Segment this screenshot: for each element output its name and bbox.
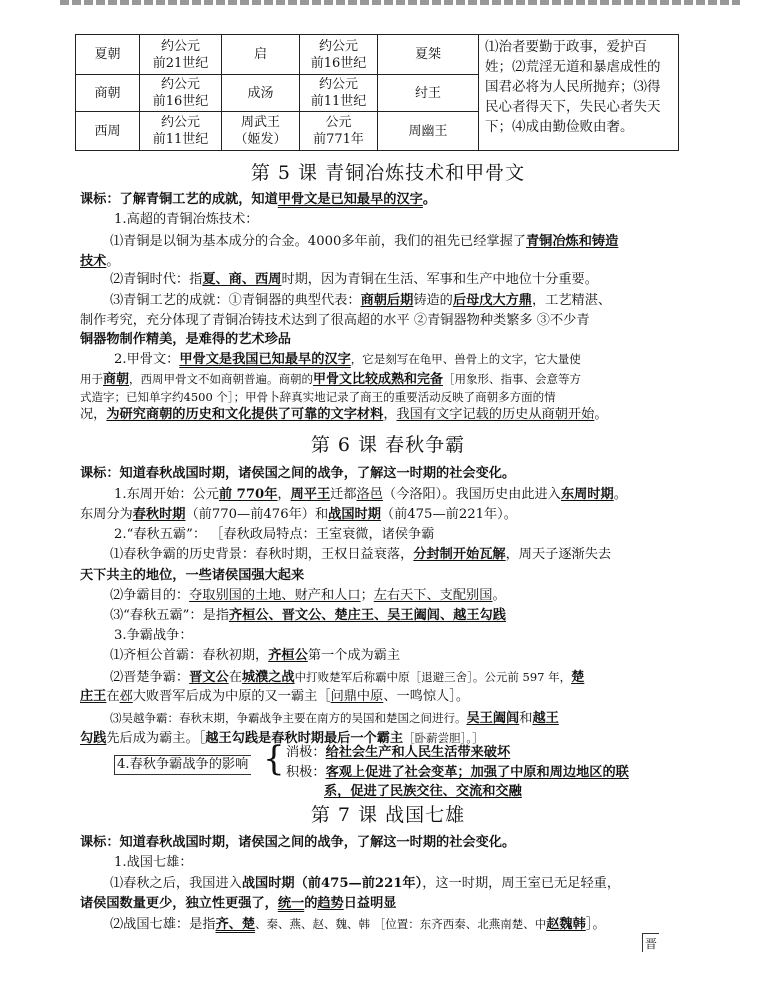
paragraph-line: ⑵晋楚争霸：晋文公在城濮之战中打败楚军后称霸中原［退避三舍］。公元前 597 年，楚 (110, 670, 585, 685)
table-row (76, 35, 679, 75)
paragraph-line: ⑴春秋争霸的历史背景：春秋时期，王权日益衰落，分封制开始瓦解，周天子逐渐失去 (110, 547, 612, 562)
paragraph-line: 式造字；已知单字约4500 个］；甲骨卜辞真实地记录了商王的重要活动反映了商朝多方面的情 (80, 390, 556, 404)
paragraph-line: ⑴青铜是以铜为基本成分的合金。4000多年前，我们的祖先已经掌握了青铜冶炼和铸造 (110, 234, 619, 249)
paragraph-line: ⑴齐桓公首霸：春秋初期，齐桓公第一个成为霸主 (110, 648, 401, 663)
lessons-note-cell: ⑴治者要勤于政事，爱护百 姓；⑵荒淫无道和暴虐成性的 国君必将为人民所抛弃；⑶得 民心者得天下，失民心者失天 下；⑷成由勤俭败由奢。 (479, 35, 679, 151)
section-heading: 1.高超的青铜冶炼技术： (114, 212, 259, 227)
table-cell: 西周 (76, 112, 140, 151)
paragraph-line: ⑶青铜工艺的成就：①青铜器的典型代表：商朝后期铸造的后母戊大方鼎，工艺精湛、 (110, 293, 612, 308)
table-cell: 约公元 前16世纪 (300, 35, 378, 75)
paragraph-line: 况，为研究商朝的历史和文化提供了可靠的文字材料，我国有文字记载的历史从商朝开始。 (80, 407, 608, 422)
table-cell: 约公元 前16世纪 (140, 75, 222, 112)
table-cell: 启 (222, 35, 300, 75)
paragraph-line: ⑶吴越争霸：春秋末期，争霸战争主要在南方的吴国和楚国之间进行。吴王阖闾和越王 (110, 711, 559, 726)
paragraph-line: ⑵青铜时代：指夏、商、西周时期，因为青铜在生活、军事和生产中地位十分重要。 (110, 272, 598, 287)
table-cell: 周武王 （姬发） (222, 112, 300, 151)
table-cell: 公元 前771年 (300, 112, 378, 151)
dynasty-table (75, 34, 679, 151)
brace-icon: { (263, 739, 285, 779)
lesson-7-title: 第 7 课 战国七雄 (310, 804, 466, 826)
paragraph-line: 技术。 (80, 254, 120, 269)
impact-negative: 消极：给社会生产和人民生活带来破坏 (286, 745, 511, 760)
paragraph-line: 2.甲骨文：甲骨文是我国已知最早的汉字，它是刻写在龟甲、兽骨上的文字，它大量使 (114, 352, 581, 367)
paragraph-line: 1.东周开始：公元前 770年，周平王迁都洛邑（今洛阳）。我国历史由此进入东周时期。 (114, 487, 627, 502)
section-heading: 2.“春秋五霸”： ［春秋政局特点：王室衰微，诸侯争霸 (114, 527, 435, 542)
lesson-5-title: 第 5 课 青铜冶炼技术和甲骨文 (250, 162, 526, 184)
impact-positive: 积极：客观上促进了社会变革；加强了中原和周边地区的联 (286, 765, 629, 780)
paragraph-line: 东周分为春秋时期（前770—前476年）和战国时期（前475—前221年）。 (80, 507, 517, 522)
lesson-6-standard: 课标：知道春秋战国时期，诸侯国之间的战争，了解这一时期的社会变化。 (80, 466, 516, 481)
table-cell: 周幽王 (378, 112, 479, 151)
table-cell: 约公元 前11世纪 (300, 75, 378, 112)
paragraph-line: ⑶“春秋五霸”：是指齐桓公、晋文公、楚庄王、吴王阖闾、越王勾践 (110, 608, 506, 623)
impact-positive-cont: 系，促进了民族交往、交流和交融 (324, 784, 522, 799)
paragraph-line: ⑵争霸目的：夺取别国的土地、财产和人口；左右天下、支配别国。 (110, 588, 506, 603)
paragraph-line: 制作考究，充分体现了青铜冶铸技术达到了很高超的水平 ②青铜器物种类繁多 ③不少青 (80, 313, 590, 328)
paragraph-line: 天下共主的地位，一些诸侯国强大起来 (80, 568, 305, 583)
paragraph-line: 铜器物制作精美，是难得的艺术珍品 (80, 332, 291, 347)
impact-label-box: 4.春秋争霸战争的影响 (114, 755, 251, 775)
paragraph-line: 诸侯国数量更少，独立性更强了，统一的趋势日益明显 (80, 896, 397, 911)
table-cell: 约公元 前11世纪 (140, 112, 222, 151)
handwritten-note: 晋 (642, 933, 659, 952)
paragraph-line: 用于商朝，西周甲骨文不如商朝普遍。商朝的甲骨文比较成熟和完备［用象形、指事、会意等方 (80, 372, 582, 387)
table-cell: 约公元 前21世纪 (140, 35, 222, 75)
table-cell: 夏桀 (378, 35, 479, 75)
table-cell: 成汤 (222, 75, 300, 112)
table-cell: 商朝 (76, 75, 140, 112)
section-heading: 1.战国七雄： (114, 855, 193, 870)
cropped-top-text (60, 0, 740, 5)
table-cell: 夏朝 (76, 35, 140, 75)
paragraph-line: 庄王在邲大败晋军后成为中原的又一霸主［问鼎中原、一鸣惊人］。 (80, 689, 470, 704)
lesson-5-standard: 课标：了解青铜工艺的成就，知道甲骨文是已知最早的汉字。 (80, 192, 437, 207)
paragraph-line: ⑴春秋之后，我国进入战国时期（前475—前221年），这一时期，周王室已无足轻重， (110, 876, 621, 891)
section-heading: 3.争霸战争： (114, 628, 193, 643)
paragraph-line: ⑵战国七雄：是指齐、楚、秦、燕、赵、魏、韩 ［位置：东齐西秦、北燕南楚、中赵魏韩］。 (110, 917, 606, 932)
lesson-6-title: 第 6 课 春秋争霸 (310, 434, 466, 456)
paragraph-line: 勾践先后成为霸主。［越王勾践是春秋时期最后一个霸主［卧薪尝胆］。］ (80, 731, 484, 746)
table-cell: 纣王 (378, 75, 479, 112)
lesson-7-standard: 课标：知道春秋战国时期，诸侯国之间的战争，了解这一时期的社会变化。 (80, 835, 516, 850)
